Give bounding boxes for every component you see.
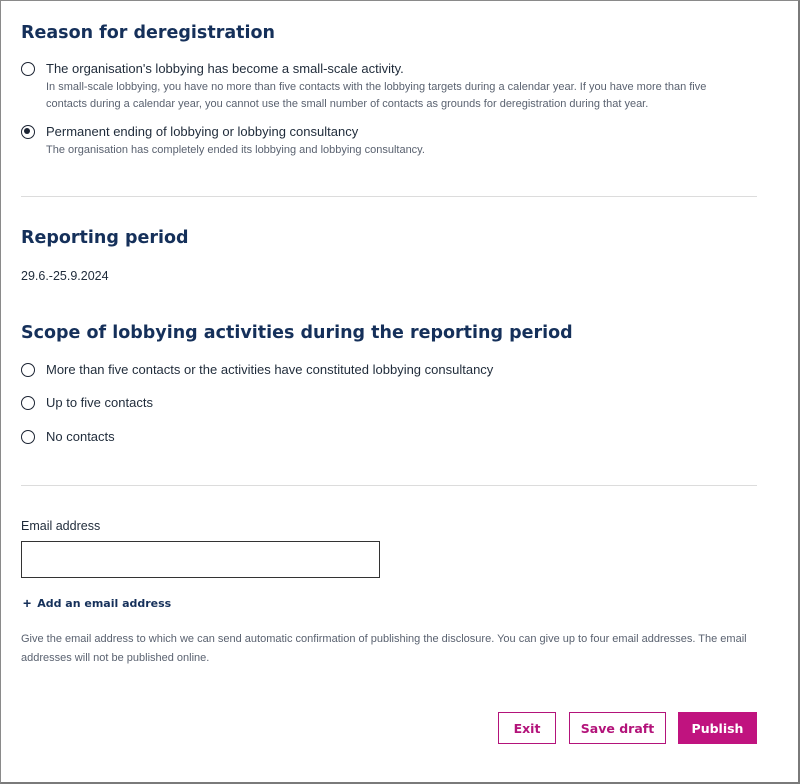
section-divider bbox=[21, 485, 757, 486]
save-draft-button[interactable]: Save draft bbox=[569, 712, 666, 744]
scope-option-up-to-five[interactable] bbox=[21, 395, 153, 411]
email-help-text: Give the email address to which we can send automatic confirmation of publishing the disclosure. You can give up to four email addresses. The email addresses will not be published online. bbox=[21, 633, 747, 664]
reason-heading: Reason for deregistration bbox=[21, 23, 275, 43]
radio-button[interactable] bbox=[21, 430, 35, 444]
radio-button[interactable] bbox=[21, 62, 35, 76]
scope-option-more-than-five[interactable] bbox=[21, 362, 493, 378]
add-email-link[interactable] bbox=[23, 596, 171, 610]
scope-option-no-contacts[interactable] bbox=[21, 429, 115, 445]
scope-heading: Scope of lobbying activities during the reporting period bbox=[21, 323, 573, 343]
reason-option-small-scale[interactable] bbox=[21, 61, 761, 113]
publish-button[interactable]: Publish bbox=[678, 712, 757, 744]
email-input[interactable] bbox=[21, 541, 380, 578]
scope-option-label: No contacts bbox=[46, 429, 115, 444]
reason-option-permanent-ending[interactable] bbox=[21, 124, 761, 159]
reason-option-label: Permanent ending of lobbying or lobbying consultancy bbox=[46, 124, 359, 139]
add-email-label: Add an email address bbox=[37, 596, 172, 610]
reason-option-description: The organisation has completely ended its lobbying and lobbying consultancy. bbox=[46, 144, 425, 156]
plus-icon: + bbox=[23, 595, 32, 611]
email-label: Email address bbox=[21, 519, 101, 533]
radio-button-checked[interactable] bbox=[21, 125, 35, 139]
scope-option-label: More than five contacts or the activities have constituted lobbying consultancy bbox=[46, 362, 494, 377]
reporting-period-heading: Reporting period bbox=[21, 228, 189, 248]
reason-option-label: The organisation's lobbying has become a small-scale activity. bbox=[46, 61, 404, 76]
reporting-period-value: 29.6.-25.9.2024 bbox=[21, 269, 109, 283]
reason-option-description: In small-scale lobbying, you have no more than five contacts with the lobbying targets during a calendar year. If you have more than five contacts during a calendar year, you cannot use the small number of contacts as grounds for deregistration during that year. bbox=[46, 81, 707, 110]
exit-button[interactable]: Exit bbox=[498, 712, 556, 744]
radio-button[interactable] bbox=[21, 396, 35, 410]
section-divider bbox=[21, 196, 757, 197]
scope-option-label: Up to five contacts bbox=[46, 395, 153, 410]
radio-button[interactable] bbox=[21, 363, 35, 377]
